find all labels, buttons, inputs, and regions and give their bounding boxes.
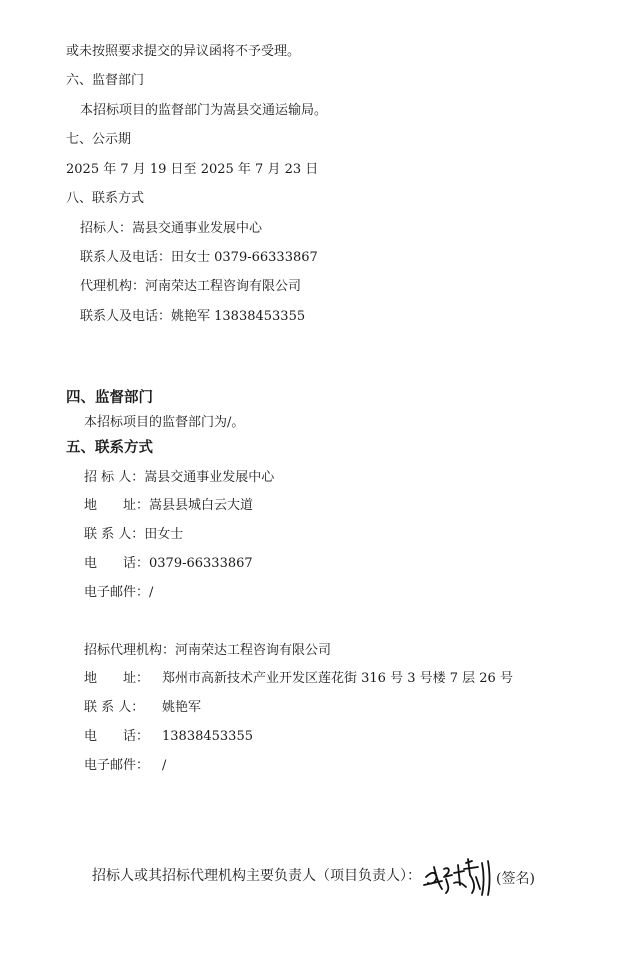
row-value: 嵩县交通事业发展中心 <box>144 470 275 485</box>
row-value: 13838453355 <box>162 729 253 744</box>
tenderer-address-row <box>84 498 253 514</box>
row-label: 联 系 人： <box>84 527 145 542</box>
row-value: 0379-66333867 <box>149 556 253 571</box>
row-value: / <box>162 758 167 773</box>
row-label: 电 话： <box>84 556 150 571</box>
tenderer-name-row <box>84 470 274 486</box>
agency-contact-row <box>84 700 201 716</box>
heading-4: 四、监督部门 <box>66 390 153 406</box>
row-value: 嵩县县城白云大道 <box>149 498 254 513</box>
contact-line-4: 联系人及电话：姚艳军 13838453355 <box>80 309 306 324</box>
agency-address-row <box>84 671 513 687</box>
signature-suffix: (签名) <box>496 871 535 887</box>
row-value: 姚艳军 <box>162 700 202 715</box>
agency-title: 招标代理机构：河南荣达工程咨询有限公司 <box>84 643 332 658</box>
row-label: 电 话： <box>84 729 150 744</box>
handwritten-signature <box>420 855 496 897</box>
row-label: 招 标 人： <box>84 470 145 485</box>
tenderer-phone-row <box>84 556 253 572</box>
row-value: / <box>149 585 154 600</box>
intro-line: 或未按照要求提交的异议函将不予受理。 <box>66 44 301 59</box>
paragraph-6: 本招标项目的监督部门为嵩县交通运输局。 <box>80 103 328 118</box>
agency-email-row <box>84 758 166 774</box>
heading-8: 八、联系方式 <box>66 191 145 206</box>
contact-line-1: 招标人：嵩县交通事业发展中心 <box>80 221 263 236</box>
row-label: 地 址： <box>84 498 150 513</box>
paragraph-7: 2025 年 7 月 19 日至 2025 年 7 月 23 日 <box>66 162 319 177</box>
heading-7: 七、公示期 <box>66 132 132 147</box>
row-value: 田女士 <box>144 527 184 542</box>
heading-5: 五、联系方式 <box>66 440 153 456</box>
contact-line-3: 代理机构：河南荣达工程咨询有限公司 <box>80 279 302 294</box>
signature-label: 招标人或其招标代理机构主要负责人（项目负责人）： <box>92 868 421 884</box>
row-label: 电子邮件： <box>84 585 150 600</box>
row-value: 郑州市高新技术产业开发区莲花街 316 号 3 号楼 7 层 26 号 <box>162 671 513 686</box>
contact-line-2: 联系人及电话：田女士 0379-66333867 <box>80 250 318 265</box>
paragraph-4: 本招标项目的监督部门为/。 <box>84 415 245 430</box>
agency-phone-row <box>84 729 253 745</box>
heading-6: 六、监督部门 <box>66 73 145 88</box>
row-label: 电子邮件： <box>84 758 150 773</box>
row-label: 地 址： <box>84 671 150 686</box>
row-label: 联 系 人： <box>84 700 145 715</box>
tenderer-contact-row <box>84 527 183 543</box>
tenderer-email-row <box>84 585 153 601</box>
